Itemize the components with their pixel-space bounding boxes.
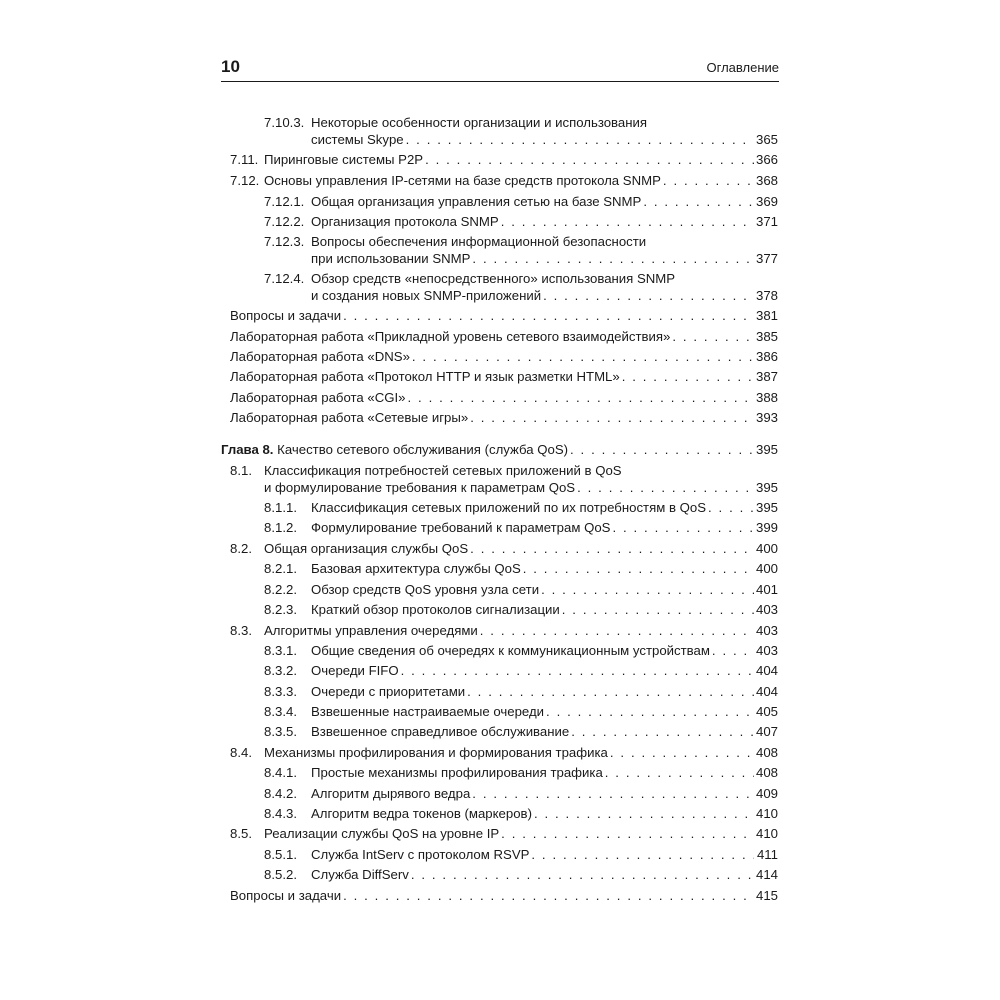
leader-dots xyxy=(531,846,754,864)
toc-entry-page: 365 xyxy=(755,132,778,147)
leader-dots xyxy=(425,151,754,169)
toc-entry-7-12-3-line2 xyxy=(264,250,778,268)
leader-dots xyxy=(411,866,754,884)
toc-entry-title: Вопросы обеспечения информационной безопасности xyxy=(311,234,647,249)
toc-entry-7-12-3-line1 xyxy=(264,233,778,251)
toc-entry-8-3-4 xyxy=(264,703,778,721)
toc-entry-lab-dns xyxy=(230,348,778,366)
toc-entry-page: 395 xyxy=(755,480,778,495)
toc-entry-title: Очереди с приоритетами xyxy=(311,684,466,699)
leader-dots xyxy=(577,479,754,497)
toc-entry-title: Лабораторная работа «Прикладной уровень сетевого взаимодействия» xyxy=(230,329,671,344)
toc-entry-title: Лабораторная работа «Сетевые игры» xyxy=(230,410,469,425)
toc-entry-8-2 xyxy=(230,540,778,558)
leader-dots xyxy=(708,499,754,517)
toc-entry-8-2-3 xyxy=(264,601,778,619)
toc-entry-number: 8.4.2. xyxy=(264,786,297,801)
toc-entry-page: 407 xyxy=(755,724,778,739)
running-head xyxy=(221,56,779,80)
toc-entry-title: Очереди FIFO xyxy=(311,663,399,678)
toc-entry-8-5-2 xyxy=(264,866,778,884)
toc-entry-number: 8.3.3. xyxy=(264,684,297,699)
leader-dots xyxy=(472,250,754,268)
toc-entry-page: 411 xyxy=(756,847,778,862)
toc-entry-8-3-2 xyxy=(264,662,778,680)
leader-dots xyxy=(571,723,754,741)
toc-entry-title: Классификация потребностей сетевых приложений в QoS xyxy=(264,463,622,478)
toc-entry-title: Вопросы и задачи xyxy=(230,888,342,903)
toc-entry-number: 8.3.2. xyxy=(264,663,297,678)
toc-entry-questions-8 xyxy=(230,887,778,905)
leader-dots xyxy=(501,213,754,231)
toc-entry-title: Механизмы профилирования и формирования трафика xyxy=(264,745,608,760)
toc-entry-title: Реализации службы QoS на уровне IP xyxy=(264,826,500,841)
toc-entry-title: Простые механизмы профилирования трафика xyxy=(311,765,603,780)
toc-entry-title: Краткий обзор протоколов сигнализации xyxy=(311,602,560,617)
leader-dots xyxy=(412,348,754,366)
leader-dots xyxy=(401,662,754,680)
toc-entry-number: 7.12.1. xyxy=(264,194,305,209)
toc-entry-page: 369 xyxy=(755,194,778,209)
toc-entry-page: 403 xyxy=(755,643,778,658)
toc-entry-title: Формулирование требований к параметрам QoS xyxy=(311,520,611,535)
header-rule xyxy=(221,81,779,82)
toc-entry-7-12 xyxy=(230,172,778,190)
toc-entry-number: 8.2.1. xyxy=(264,561,297,576)
toc-entry-number: 8.3.1. xyxy=(264,643,297,658)
toc-entry-8-2-1 xyxy=(264,560,778,578)
toc-entry-title: Общая организация службы QoS xyxy=(264,541,469,556)
toc-entry-8-1-line1 xyxy=(230,462,778,480)
toc-entry-number: 8.3.4. xyxy=(264,704,297,719)
toc-entry-page: 393 xyxy=(755,410,778,425)
toc-entry-8-4-2 xyxy=(264,785,778,803)
toc-entry-title: Лабораторная работа «DNS» xyxy=(230,349,410,364)
toc-entry-7-12-4-line1 xyxy=(264,270,778,288)
toc-entry-title: Организация протокола SNMP xyxy=(311,214,499,229)
toc-entry-title: Лабораторная работа «Протокол HTTP и язык разметки HTML» xyxy=(230,369,620,384)
toc-entry-8-4 xyxy=(230,744,778,762)
leader-dots xyxy=(562,601,754,619)
toc-entry-number: 7.12.4. xyxy=(264,271,305,286)
toc-entry-8-3-1 xyxy=(264,642,778,660)
toc-entry-number: 8.1.2. xyxy=(264,520,297,535)
toc-entry-number: 8.1. xyxy=(230,463,252,478)
toc-entry-number: 8.3.5. xyxy=(264,724,297,739)
toc-entry-title: Основы управления IP-сетями на базе средств протокола SNMP xyxy=(264,173,661,188)
toc-entry-page: 404 xyxy=(755,684,778,699)
toc-entry-page: 405 xyxy=(755,704,778,719)
leader-dots xyxy=(543,287,754,305)
toc-entry-page: 388 xyxy=(755,390,778,405)
toc-entry-title: Вопросы и задачи xyxy=(230,308,342,323)
leader-dots xyxy=(523,560,754,578)
toc-entry-7-12-4-line2 xyxy=(264,287,778,305)
toc-entry-number: 7.10.3. xyxy=(264,115,305,130)
toc-entry-lab-cgi xyxy=(230,389,778,407)
toc-entry-8-1-line2 xyxy=(230,479,778,497)
toc-entry-title: Общая организация управления сетью на базе SNMP xyxy=(311,194,642,209)
toc-entry-page: 395 xyxy=(755,500,778,515)
toc-entry-number: 7.11. xyxy=(230,152,259,167)
toc-entry-7-12-2 xyxy=(264,213,778,231)
toc-entry-title: Пиринговые системы P2P xyxy=(264,152,424,167)
toc-entry-number: 8.3. xyxy=(230,623,252,638)
leader-dots xyxy=(406,131,754,149)
toc-entry-lab-http xyxy=(230,368,778,386)
toc-entry-title: Взвешенные настраиваемые очереди xyxy=(311,704,545,719)
leader-dots xyxy=(343,307,754,325)
toc-entry-title: и создания новых SNMP-приложений xyxy=(311,288,542,303)
toc-entry-page: 377 xyxy=(755,251,778,266)
leader-dots xyxy=(467,683,754,701)
toc-entry-8-3-5 xyxy=(264,723,778,741)
toc-entry-number: 8.2. xyxy=(230,541,252,556)
toc-entry-title: Качество сетевого обслуживания (служба QoS) xyxy=(277,442,569,457)
leader-dots xyxy=(610,744,754,762)
toc-entry-8-5-1 xyxy=(264,846,778,864)
toc-entry-title: Взвешенное справедливое обслуживание xyxy=(311,724,570,739)
toc-entry-title: Алгоритм дырявого ведра xyxy=(311,786,471,801)
toc-entry-title: Классификация сетевых приложений по их потребностям в QoS xyxy=(311,500,707,515)
leader-dots xyxy=(470,540,754,558)
toc-entry-8-4-1 xyxy=(264,764,778,782)
leader-dots xyxy=(663,172,754,190)
toc-entry-page: 366 xyxy=(755,152,778,167)
leader-dots xyxy=(605,764,754,782)
toc-entry-lab-games xyxy=(230,409,778,427)
toc-entry-title: при использовании SNMP xyxy=(311,251,471,266)
toc-entry-number: 7.12. xyxy=(230,173,260,188)
toc-entry-page: 385 xyxy=(755,329,778,344)
toc-entry-8-3 xyxy=(230,622,778,640)
toc-entry-number: 8.2.3. xyxy=(264,602,297,617)
leader-dots xyxy=(470,409,754,427)
toc-entry-title: системы Skype xyxy=(311,132,404,147)
toc-entry-title: Некоторые особенности организации и использования xyxy=(311,115,648,130)
toc-entry-page: 408 xyxy=(755,745,778,760)
toc-entry-number: 8.4.1. xyxy=(264,765,297,780)
toc-entry-number: 8.4.3. xyxy=(264,806,297,821)
toc-entry-8-1-2 xyxy=(264,519,778,537)
toc-entry-title: Лабораторная работа «CGI» xyxy=(230,390,406,405)
toc-entry-page: 399 xyxy=(755,520,778,535)
toc-entry-number: 8.5. xyxy=(230,826,252,841)
chapter-label: Глава 8. xyxy=(221,442,274,457)
leader-dots xyxy=(501,825,754,843)
leader-dots xyxy=(546,703,754,721)
toc-entry-page: 387 xyxy=(755,369,778,384)
toc-entry-title: Базовая архитектура службы QoS xyxy=(311,561,521,576)
toc-entry-page: 401 xyxy=(755,582,778,597)
toc-entry-title: Служба DiffServ xyxy=(311,867,409,882)
toc-entry-page: 410 xyxy=(755,806,778,821)
toc-entry-7-12-1 xyxy=(264,193,778,211)
leader-dots xyxy=(570,441,754,459)
toc-entry-page: 386 xyxy=(755,349,778,364)
toc-entry-title: Обзор средств «непосредственного» использования SNMP xyxy=(311,271,676,286)
toc-entry-number: 7.12.3. xyxy=(264,234,305,249)
toc-entry-title: Обзор средств QoS уровня узла сети xyxy=(311,582,540,597)
toc-entry-page: 378 xyxy=(755,288,778,303)
toc-entry-number: 7.12.2. xyxy=(264,214,305,229)
toc-entry-page: 371 xyxy=(755,214,778,229)
toc-chapter-8 xyxy=(221,441,778,459)
toc-entry-8-2-2 xyxy=(264,581,778,599)
toc-entry-questions-7 xyxy=(230,307,778,325)
toc-entry-number: 8.4. xyxy=(230,745,252,760)
toc-entry-7-10-3-line1 xyxy=(264,114,778,132)
toc-entry-page: 395 xyxy=(755,442,778,457)
toc-entry-8-5 xyxy=(230,825,778,843)
toc-entry-page: 409 xyxy=(755,786,778,801)
toc-entry-number: 8.5.2. xyxy=(264,867,297,882)
toc-entry-page: 408 xyxy=(755,765,778,780)
leader-dots xyxy=(612,519,754,537)
toc-entry-8-3-3 xyxy=(264,683,778,701)
toc-entry-page: 403 xyxy=(755,623,778,638)
toc-entry-page: 368 xyxy=(755,173,778,188)
toc-entry-title: Алгоритм ведра токенов (маркеров) xyxy=(311,806,532,821)
toc-entry-page: 400 xyxy=(755,541,778,556)
toc-entry-number: 8.5.1. xyxy=(264,847,297,862)
leader-dots xyxy=(534,805,754,823)
toc-entry-page: 414 xyxy=(755,867,778,882)
leader-dots xyxy=(672,328,754,346)
toc-entry-8-4-3 xyxy=(264,805,778,823)
toc-entry-title: и формулирование требования к параметрам QoS xyxy=(264,480,576,495)
toc-entry-page: 403 xyxy=(755,602,778,617)
leader-dots xyxy=(622,368,754,386)
toc-entry-7-11 xyxy=(230,151,778,169)
leader-dots xyxy=(541,581,754,599)
toc-entry-8-1-1 xyxy=(264,499,778,517)
toc-entry-page: 410 xyxy=(755,826,778,841)
toc-entry-title: Общие сведения об очередях к коммуникационным устройствам xyxy=(311,643,710,658)
leader-dots xyxy=(343,887,754,905)
leader-dots xyxy=(480,622,754,640)
leader-dots xyxy=(408,389,754,407)
page-number: 10 xyxy=(221,57,240,76)
toc-entry-page: 381 xyxy=(755,308,778,323)
running-title: Оглавление xyxy=(706,60,779,75)
leader-dots xyxy=(643,193,754,211)
toc-entry-number: 8.1.1. xyxy=(264,500,297,515)
toc-entry-page: 404 xyxy=(755,663,778,678)
toc-entry-page: 400 xyxy=(755,561,778,576)
toc-entry-7-10-3-line2 xyxy=(264,131,778,149)
toc-entry-number: 8.2.2. xyxy=(264,582,297,597)
toc-entry-title: Служба IntServ с протоколом RSVP xyxy=(311,847,530,862)
toc-entry-page: 415 xyxy=(755,888,778,903)
leader-dots xyxy=(472,785,754,803)
toc-entry-lab-app-layer xyxy=(230,328,778,346)
leader-dots xyxy=(712,642,754,660)
toc-entry-title: Алгоритмы управления очередями xyxy=(264,623,478,638)
